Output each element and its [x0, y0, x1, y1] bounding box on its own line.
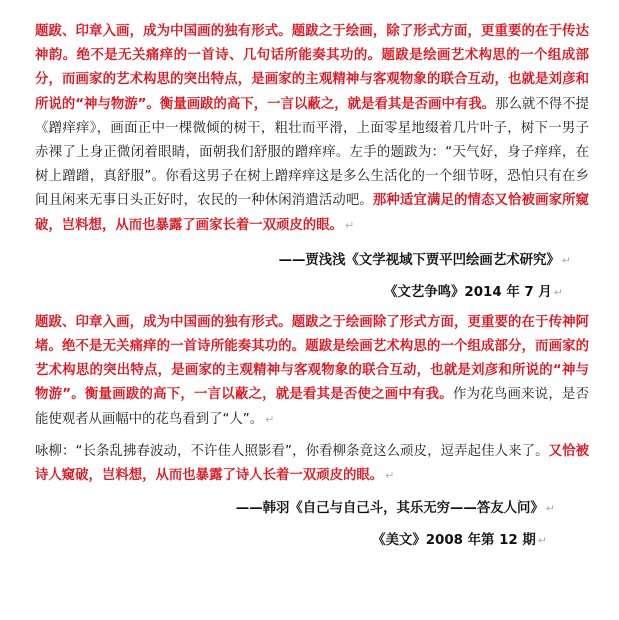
- source-1-citation: [35, 249, 589, 273]
- passage-2-red-text: 题跋、印章入画，成为中国画的独有形式。题跋之于绘画除了形式方面，更重要的在于传神阿堵。绝不是无关痛痒的一首诗所能奏其功的。题跋是绘画艺术构思的一个组成部分，而画家的艺术构思的突出特点，是画家的主观精神与客观物象的联合互动，也就是刘彦和所说的“神与物游”。衡量画跋的高下，一言以蔽之，就是看其是否使之画中有我。: [35, 314, 589, 403]
- source-2-journal: 《文艺争鸣》2014 年 7 月: [384, 284, 552, 300]
- source-4-journal: 《美文》2008 年第 12 期: [372, 533, 536, 549]
- paragraph-mark-icon: ↵: [561, 253, 571, 267]
- paragraph-mark-icon: ↵: [553, 285, 563, 299]
- source-1-author-title: ——贾浅浅《文学视域下贾平凹绘画艺术研究》: [278, 252, 560, 268]
- passage-1-red-intro: 题跋、印章入画，成为中国画的独有形式。题跋之于绘画，除了形式方面，更重要的在于传达神韵。绝不是无关痛痒的一首诗、几句话所能奏其功的。题跋是绘画艺术构思的一个组成部分，而画家的艺术构思的突出特点，是画家的主观精神与客观物象的联合互动，也就是刘彦和所说的“神与物游”。衡量画跋的高下，一言以蔽之，就是看其是否画中有我。: [35, 24, 589, 112]
- source-4-citation: [35, 529, 589, 553]
- passage-2: [35, 311, 589, 432]
- paragraph-mark-icon: ↵: [265, 412, 275, 426]
- paragraph-mark-icon: ↵: [344, 218, 355, 232]
- passage-1: [35, 20, 589, 238]
- passage-3-red-text: 又恰被诗人窥破，岂料想，从而也暴露了诗人长着一双顽皮的眼。: [35, 443, 590, 484]
- passage-1-body: 那么就不得不提《蹭痒痒》，画面正中一棵微倾的树干，粗壮而平滑，上面零星地缀着几片叶子，树下一男子赤裸了上身正微闭着眼睛，面朝我们舒服的蹭痒痒。左手的题跋为：“天气好，身子痒痒，在树上蹭蹭，真舒服”。你看这男子在树上蹭痒痒这是多么生活化的一个细节呀，恐怕只有在乡间且闲来无事日头正好时，农民的一种休闲消遣活动吧。: [35, 96, 590, 209]
- source-2-citation: [35, 281, 589, 305]
- passage-3: [35, 440, 589, 488]
- paragraph-mark-icon: ↵: [385, 469, 395, 483]
- source-3-citation: [35, 497, 589, 521]
- passage-3-body: 咏柳：“长条乱拂春波动，不许佳人照影看”，你看柳条竟这么顽皮，逗弄起佳人来了。: [35, 443, 549, 459]
- paragraph-mark-icon: ↵: [537, 534, 547, 548]
- source-3-author-title: ——韩羽《自己与自己斗，其乐无穷——答友人问》: [235, 501, 544, 517]
- passage-2-body: 作为花鸟画来说，是否能使观者从画幅中的花鸟看到了“人”。: [35, 387, 589, 427]
- paragraph-mark-icon: ↵: [545, 502, 555, 516]
- passage-1-red-end: 那种适宜满足的情态又恰被画家所窥破，岂料想，从而也暴露了画家长着一双顽皮的眼。: [35, 193, 590, 233]
